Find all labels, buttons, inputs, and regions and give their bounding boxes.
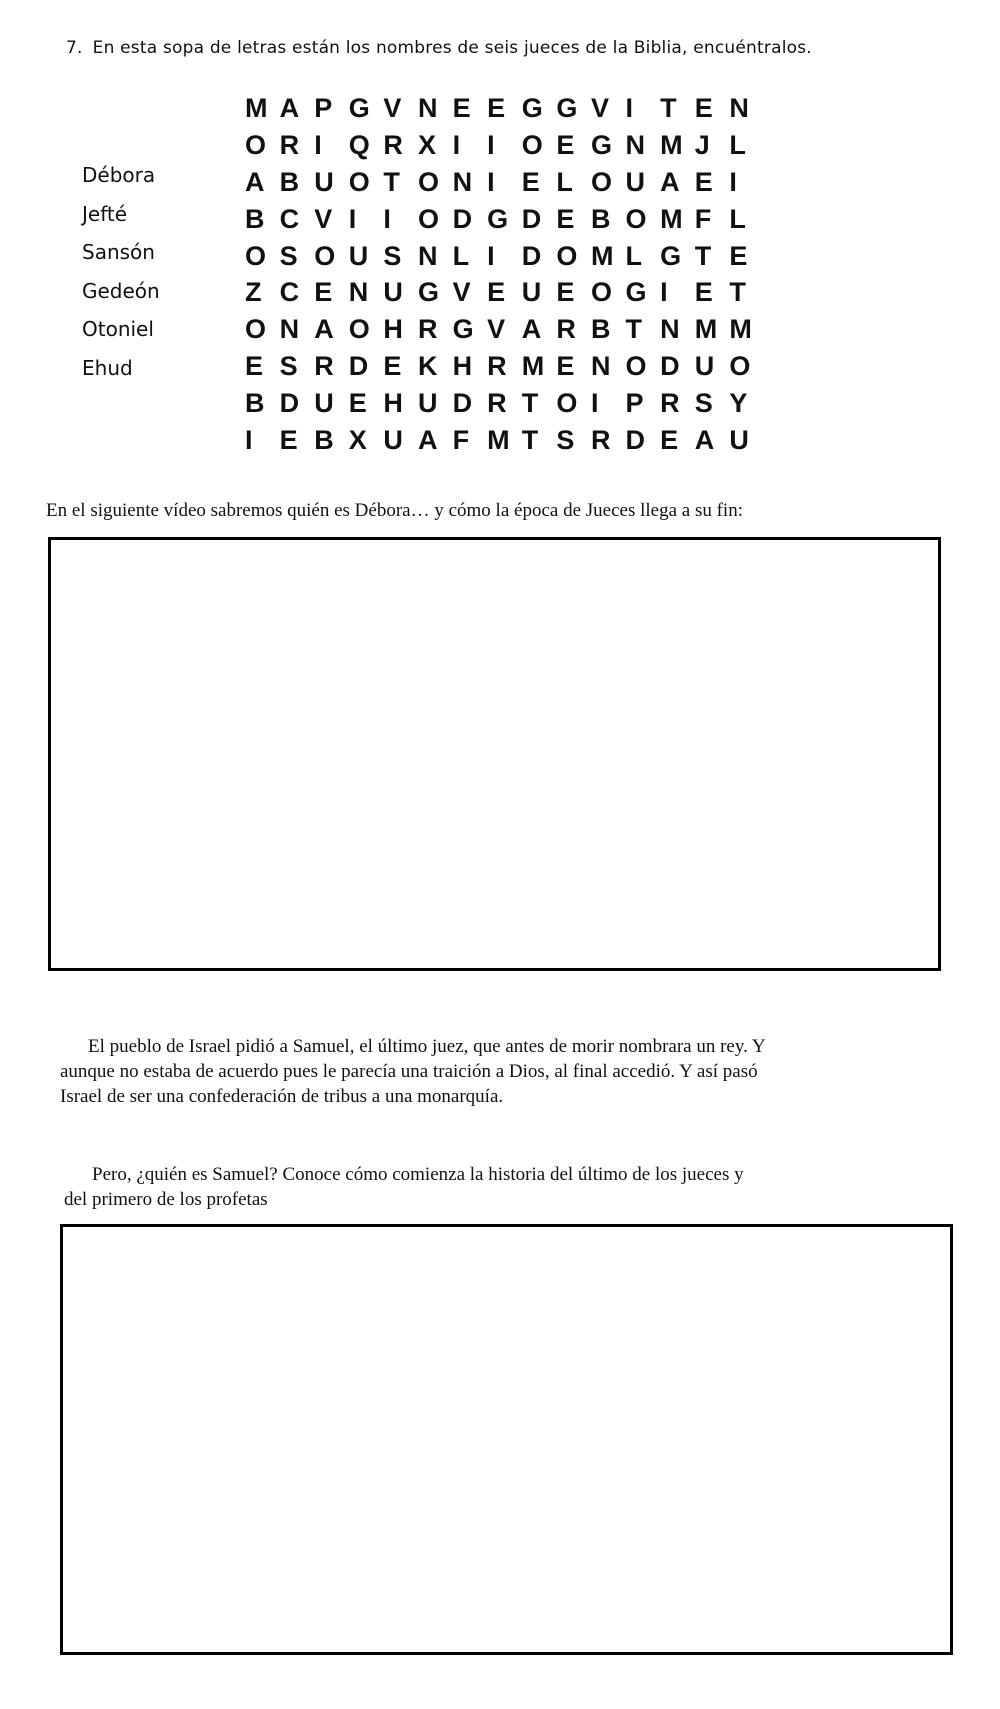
grid-letter: N: [625, 129, 646, 160]
grid-letter: N: [452, 166, 473, 197]
grid-letter: O: [556, 240, 578, 271]
grid-letter: E: [383, 351, 402, 382]
grid-letter: E: [556, 129, 575, 160]
grid-letter: T: [660, 93, 677, 123]
grid-letter: U: [729, 425, 749, 456]
grid-letter: H: [383, 388, 403, 419]
grid-letter: G: [625, 277, 647, 308]
grid-letter: Q: [348, 129, 370, 160]
grid-letter: S: [279, 240, 298, 271]
grid-letter: D: [348, 351, 369, 382]
grid-letter: M: [245, 93, 268, 123]
grid-letter: N: [417, 93, 438, 123]
grid-letter: O: [625, 351, 647, 382]
grid-letter: I: [487, 129, 495, 160]
grid-letter: S: [694, 388, 713, 419]
grid-letter: X: [417, 129, 436, 160]
grid-letter: E: [279, 425, 298, 456]
grid-letter: I: [348, 203, 357, 234]
video-frame-debora[interactable]: [48, 537, 941, 971]
grid-letter: M: [590, 240, 614, 271]
grid-letter: V: [383, 93, 402, 123]
exercise-number: 7.: [66, 38, 83, 58]
grid-letter: M: [660, 203, 683, 234]
word-search-grid: [245, 90, 764, 459]
grid-letter: B: [314, 425, 334, 456]
grid-letter: O: [245, 129, 267, 160]
grid-letter: E: [521, 166, 540, 197]
grid-letter: R: [417, 314, 438, 345]
grid-letter: S: [556, 425, 575, 456]
grid-letter: H: [383, 314, 403, 345]
grid-letter: C: [279, 277, 300, 308]
grid-letter: H: [452, 351, 473, 382]
grid-letter: M: [487, 425, 510, 456]
grid-letter: E: [314, 277, 333, 308]
grid-letter: D: [279, 388, 300, 419]
grid-letter: B: [245, 203, 265, 234]
judge-name: Débora: [82, 163, 156, 187]
judges-list: [82, 156, 252, 387]
grid-letter: D: [452, 203, 473, 234]
grid-letter: L: [452, 240, 470, 271]
grid-letter: U: [348, 240, 369, 271]
grid-letter: T: [729, 277, 746, 308]
grid-letter: N: [590, 351, 611, 382]
grid-letter: I: [660, 277, 668, 308]
grid-letter: G: [348, 93, 370, 123]
grid-letter: I: [245, 425, 253, 456]
grid-letter: T: [521, 388, 539, 419]
grid-letter: M: [521, 351, 545, 382]
grid-letter: R: [279, 129, 300, 160]
video-frame-samuel[interactable]: [60, 1224, 953, 1655]
paragraph-line: aunque no estaba de acuerdo pues le parecía una traición a Dios, al final accedió. Y así pasó: [60, 1061, 758, 1082]
paragraph-line: Pero, ¿quién es Samuel? Conoce cómo comienza la historia del último de los jueces y: [92, 1164, 744, 1185]
grid-letter: M: [660, 129, 683, 160]
grid-letter: U: [521, 277, 542, 308]
grid-letter: J: [694, 129, 710, 160]
grid-letter: B: [590, 314, 611, 345]
grid-letter: E: [245, 351, 264, 382]
grid-letter: T: [694, 240, 712, 271]
grid-letter: K: [417, 351, 438, 382]
grid-letter: I: [590, 388, 599, 419]
grid-letter: R: [314, 351, 334, 382]
grid-letter: O: [556, 388, 578, 419]
grid-letter: T: [383, 166, 400, 197]
grid-letter: O: [245, 240, 267, 271]
grid-letter: A: [521, 314, 542, 345]
grid-letter: R: [660, 388, 680, 419]
grid-letter: T: [625, 314, 643, 345]
grid-letter: U: [314, 166, 334, 197]
grid-letter: E: [487, 277, 506, 308]
grid-letter: E: [452, 93, 471, 123]
grid-letter: O: [314, 240, 336, 271]
grid-letter: E: [556, 277, 575, 308]
grid-letter: A: [314, 314, 334, 345]
grid-letter: A: [417, 425, 438, 456]
grid-letter: E: [694, 166, 713, 197]
grid-letter: V: [487, 314, 506, 345]
grid-letter: Y: [729, 388, 748, 419]
grid-letter: G: [660, 240, 682, 271]
grid-letter: I: [314, 129, 322, 160]
grid-letter: X: [348, 425, 367, 456]
judge-name: Ehud: [82, 355, 133, 380]
grid-letter: I: [452, 129, 461, 160]
grid-letter: I: [625, 93, 634, 123]
grid-letter: L: [729, 129, 746, 160]
grid-letter: U: [694, 351, 715, 382]
grid-letter: O: [729, 351, 751, 382]
grid-letter: U: [314, 388, 334, 419]
grid-letter: N: [417, 240, 438, 271]
grid-letter: E: [660, 425, 679, 456]
grid-letter: L: [625, 240, 643, 271]
grid-letter: E: [694, 277, 713, 308]
grid-letter: R: [487, 351, 507, 382]
grid-letter: E: [556, 351, 575, 382]
grid-letter: V: [314, 203, 333, 234]
grid-letter: P: [625, 388, 644, 419]
grid-letter: N: [729, 93, 749, 123]
grid-letter: E: [694, 93, 713, 123]
grid-letter: G: [590, 129, 612, 160]
grid-letter: G: [487, 203, 509, 234]
paragraph-line: El pueblo de Israel pidió a Samuel, el último juez, que antes de morir nombrara un rey. Y: [88, 1036, 766, 1057]
grid-letter: I: [383, 203, 391, 234]
grid-letter: F: [452, 425, 470, 456]
grid-letter: C: [279, 203, 300, 234]
grid-letter: L: [729, 203, 746, 234]
grid-letter: A: [660, 166, 680, 197]
grid-letter: S: [383, 240, 402, 271]
grid-letter: G: [452, 314, 474, 345]
judge-name: Otoniel: [82, 317, 154, 341]
grid-letter: F: [694, 203, 712, 234]
samuel-paragraph: [60, 1034, 940, 1109]
grid-letter: O: [348, 314, 370, 345]
grid-letter: N: [660, 314, 680, 345]
grid-letter: B: [279, 166, 300, 197]
grid-letter: N: [279, 314, 300, 345]
exercise-instruction: [66, 38, 966, 58]
grid-letter: B: [590, 203, 611, 234]
grid-letter: O: [348, 166, 370, 197]
judge-name: Gedeón: [82, 278, 160, 303]
grid-letter: N: [348, 277, 369, 308]
grid-letter: O: [590, 166, 612, 197]
grid-letter: L: [556, 166, 573, 197]
exercise-text: En esta sopa de letras están los nombres de seis jueces de la Biblia, encuéntralos.: [92, 38, 812, 58]
grid-letter: V: [590, 93, 609, 123]
grid-letter: S: [279, 351, 298, 382]
grid-letter: D: [521, 203, 542, 234]
paragraph-line: Israel de ser una confederación de tribus a una monarquía.: [60, 1086, 504, 1107]
grid-letter: M: [694, 314, 718, 345]
grid-letter: A: [694, 425, 715, 456]
judge-name: Jefté: [82, 201, 128, 226]
grid-letter: A: [279, 93, 300, 123]
grid-letter: D: [660, 351, 680, 382]
grid-letter: E: [729, 240, 748, 271]
grid-letter: T: [521, 425, 539, 456]
grid-letter: D: [521, 240, 542, 271]
grid-letter: O: [417, 166, 439, 197]
grid-letter: Z: [245, 277, 262, 308]
grid-letter: O: [590, 277, 612, 308]
grid-letter: E: [487, 93, 506, 123]
grid-letter: P: [314, 93, 333, 123]
grid-letter: R: [487, 388, 507, 419]
grid-letter: O: [625, 203, 647, 234]
grid-letter: G: [417, 277, 439, 308]
grid-letter: O: [521, 129, 543, 160]
video-intro-debora: En el siguiente vídeo sabremos quién es Débora… y cómo la época de Jueces llega a su fin:: [46, 500, 743, 521]
grid-letter: U: [383, 425, 403, 456]
judge-name: Sansón: [82, 240, 155, 264]
grid-letter: O: [417, 203, 439, 234]
grid-letter: R: [383, 129, 403, 160]
grid-letter: B: [245, 388, 265, 419]
grid-letter: I: [487, 166, 495, 197]
grid-letter: I: [729, 166, 737, 197]
grid-letter: R: [590, 425, 611, 456]
grid-letter: I: [487, 240, 495, 271]
grid-letter: V: [452, 277, 471, 308]
grid-letter: M: [729, 314, 752, 345]
grid-letter: D: [625, 425, 646, 456]
grid-letter: U: [383, 277, 403, 308]
grid-letter: U: [625, 166, 646, 197]
grid-letter: E: [348, 388, 367, 419]
grid-letter: U: [417, 388, 438, 419]
grid-letter: G: [556, 93, 578, 123]
grid-letter: R: [556, 314, 576, 345]
grid-letter: O: [245, 314, 267, 345]
grid-letter: A: [245, 166, 265, 197]
grid-letter: E: [556, 203, 575, 234]
paragraph-line: del primero de los profetas: [64, 1189, 268, 1210]
grid-letter: G: [521, 93, 543, 123]
video-intro-samuel: [64, 1162, 944, 1212]
grid-letter: D: [452, 388, 473, 419]
